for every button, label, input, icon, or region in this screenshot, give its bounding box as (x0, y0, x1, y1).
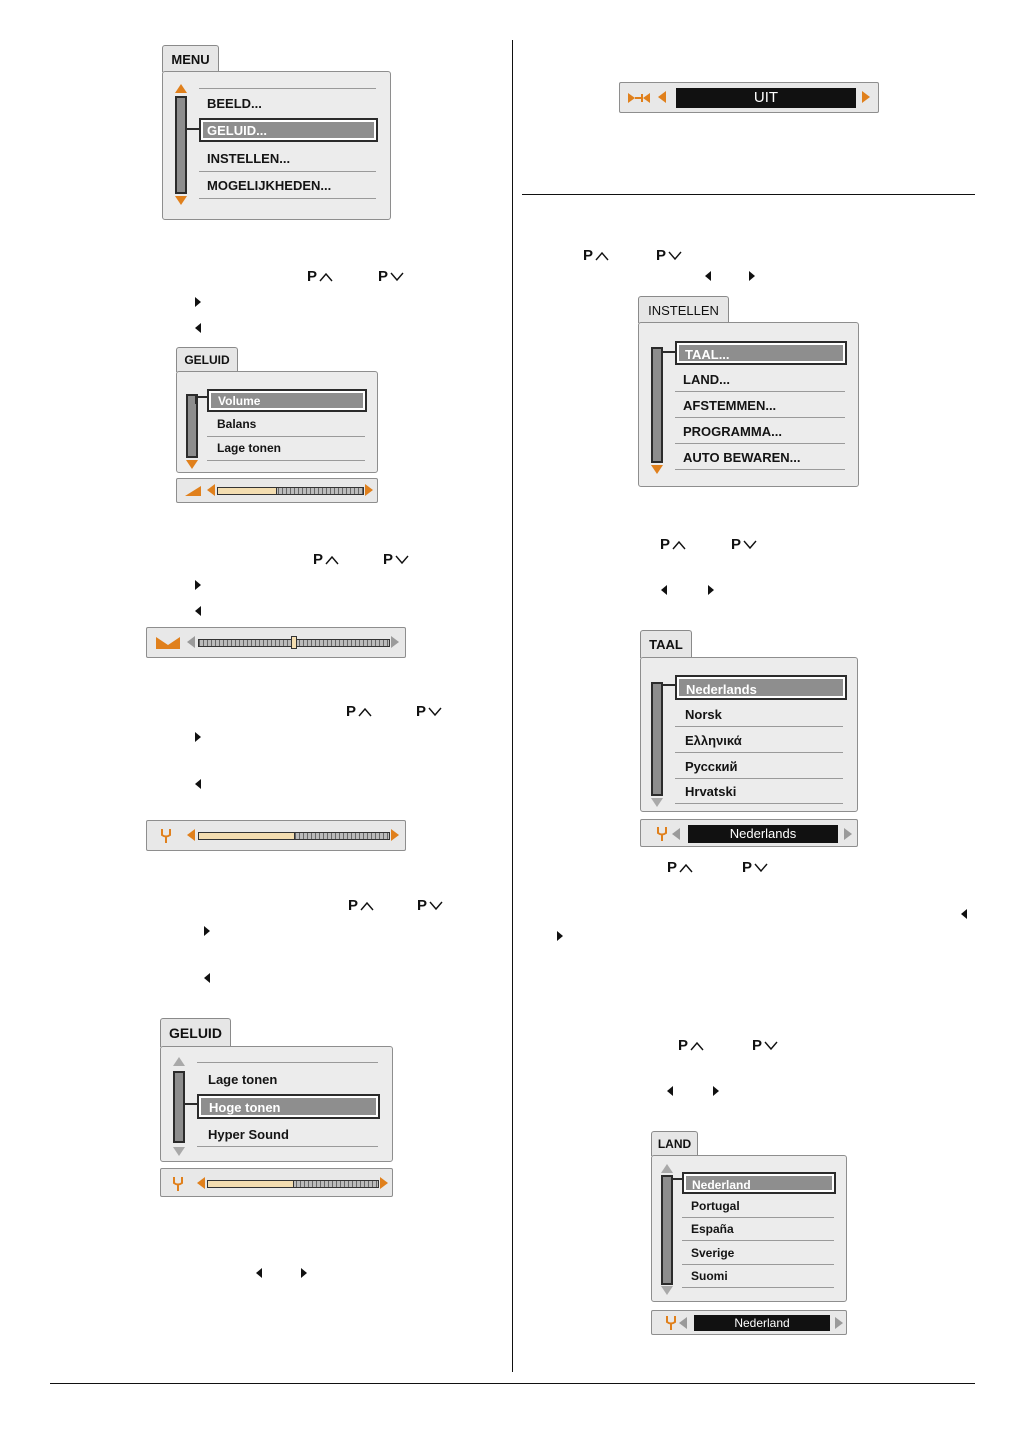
section-rule (522, 194, 975, 195)
scroll-up-icon[interactable] (173, 1057, 185, 1066)
scroll-down-icon[interactable] (175, 196, 187, 205)
bass-increase-icon[interactable] (391, 829, 399, 841)
left-arrow-icon (256, 1268, 262, 1278)
hyper-sound-icon (628, 92, 650, 104)
scroll-down-icon[interactable] (651, 798, 663, 807)
scroll-down-icon[interactable] (186, 460, 198, 469)
p-up-key: P (583, 247, 609, 264)
hyper-sound-left-icon[interactable] (658, 91, 666, 103)
menu-tab: MENU (162, 45, 219, 72)
volume-slider[interactable] (217, 487, 364, 495)
p-down-key: P (656, 247, 682, 264)
geluid-menu-panel (176, 371, 378, 473)
left-arrow-icon (705, 271, 711, 281)
instellen-menu-panel (638, 322, 859, 487)
menu-item-nederland-selected[interactable]: Nederland (682, 1172, 836, 1194)
scrollbar[interactable] (651, 347, 663, 463)
p-down-key: P (742, 859, 768, 876)
land-value: Nederland (694, 1315, 830, 1331)
menu-item-russian[interactable]: Русский (685, 759, 738, 774)
balance-icon (156, 637, 180, 649)
treble-decrease-icon[interactable] (197, 1177, 205, 1189)
scroll-up-icon[interactable] (175, 84, 187, 93)
menu-item-lage-tonen[interactable]: Lage tonen (217, 441, 282, 455)
balance-left-icon[interactable] (187, 636, 195, 648)
p-up-key: P (313, 551, 339, 568)
scroll-down-icon[interactable] (173, 1147, 185, 1156)
left-arrow-icon (195, 779, 201, 789)
tuning-fork-icon (657, 827, 667, 841)
menu-item-auto-bewaren[interactable]: AUTO BEWAREN... (683, 450, 801, 465)
volume-increase-icon[interactable] (365, 484, 373, 496)
land-menu-panel (651, 1155, 847, 1302)
balance-knob[interactable] (291, 636, 297, 649)
menu-item-sverige[interactable]: Sverige (691, 1246, 735, 1260)
menu-item-hoge-tonen-selected[interactable]: Hoge tonen (197, 1094, 380, 1119)
right-arrow-icon (195, 732, 201, 742)
left-arrow-icon (961, 909, 967, 919)
menu-item-land[interactable]: LAND... (683, 372, 730, 387)
left-arrow-icon (195, 606, 201, 616)
tuning-fork-icon (173, 1177, 183, 1191)
bass-bar (146, 820, 406, 851)
p-up-key: P (348, 897, 374, 914)
scroll-down-icon[interactable] (651, 465, 663, 474)
right-arrow-icon (749, 271, 755, 281)
geluid-tab: GELUID (176, 347, 238, 372)
tuning-fork-icon (161, 829, 171, 843)
menu-item-espana[interactable]: España (691, 1222, 734, 1236)
right-arrow-icon (204, 926, 210, 936)
menu-item-mogelijkheden[interactable]: MOGELIJKHEDEN... (207, 178, 332, 193)
scrollbar[interactable] (175, 96, 187, 194)
instellen-tab: INSTELLEN (638, 296, 729, 323)
p-down-key: P (416, 703, 442, 720)
p-down-key: P (383, 551, 409, 568)
scrollbar[interactable] (661, 1175, 673, 1285)
menu-item-hyper-sound[interactable]: Hyper Sound (208, 1127, 289, 1142)
tuning-fork-icon (666, 1316, 676, 1330)
menu-item-hrvatski[interactable]: Hrvatski (685, 784, 737, 799)
menu-item-geluid-selected[interactable]: GELUID... (199, 118, 378, 142)
p-down-key: P (378, 268, 404, 285)
menu-item-portugal[interactable]: Portugal (691, 1199, 740, 1213)
footer-rule (50, 1383, 975, 1384)
right-arrow-icon (557, 931, 563, 941)
bass-decrease-icon[interactable] (187, 829, 195, 841)
right-arrow-icon (195, 580, 201, 590)
hyper-sound-right-icon[interactable] (862, 91, 870, 103)
scroll-down-icon[interactable] (661, 1286, 673, 1295)
menu-item-beeld[interactable]: BEELD... (207, 96, 262, 111)
balance-bar (146, 627, 406, 658)
menu-item-lage-tonen[interactable]: Lage tonen (208, 1072, 278, 1087)
menu-item-instellen[interactable]: INSTELLEN... (207, 151, 291, 166)
right-arrow-icon (195, 297, 201, 307)
menu-item-programma[interactable]: PROGRAMMA... (683, 424, 782, 439)
p-up-key: P (660, 536, 686, 553)
treble-bar (160, 1168, 393, 1197)
treble-slider[interactable] (207, 1180, 379, 1188)
land-tab: LAND (651, 1131, 698, 1156)
left-arrow-icon (195, 323, 201, 333)
taal-value: Nederlands (688, 825, 838, 843)
land-bar (651, 1310, 847, 1335)
menu-item-nederlands-selected[interactable]: Nederlands (675, 675, 847, 700)
p-up-key: P (346, 703, 372, 720)
menu-item-norsk[interactable]: Norsk (685, 707, 722, 722)
p-up-key: P (307, 268, 333, 285)
treble-increase-icon[interactable] (380, 1177, 388, 1189)
p-down-key: P (752, 1037, 778, 1054)
menu-item-taal-selected[interactable]: TAAL... (675, 341, 847, 365)
hyper-sound-value: UIT (676, 88, 856, 108)
taal-bar (640, 819, 858, 847)
left-arrow-icon (661, 585, 667, 595)
p-down-key: P (731, 536, 757, 553)
p-down-key: P (417, 897, 443, 914)
geluid-tab: GELUID (160, 1018, 231, 1047)
p-up-key: P (667, 859, 693, 876)
scrollbar[interactable] (651, 682, 663, 796)
taal-menu-panel (640, 657, 858, 812)
right-arrow-icon (301, 1268, 307, 1278)
menu-item-balans[interactable]: Balans (217, 417, 257, 431)
menu-item-suomi[interactable]: Suomi (691, 1269, 728, 1283)
left-arrow-icon (667, 1086, 673, 1096)
bass-slider[interactable] (198, 832, 390, 840)
menu-item-afstemmen[interactable]: AFSTEMMEN... (683, 398, 777, 413)
land-left-icon[interactable] (679, 1317, 687, 1329)
volume-bar (176, 478, 378, 503)
geluid-menu-panel (160, 1046, 393, 1162)
scroll-up-icon[interactable] (661, 1164, 673, 1173)
land-right-icon[interactable] (835, 1317, 843, 1329)
menu-item-greek[interactable]: Ελληνικά (685, 733, 742, 748)
taal-tab: TAAL (640, 630, 692, 658)
p-up-key: P (678, 1037, 704, 1054)
main-menu-panel (162, 71, 391, 220)
right-arrow-icon (713, 1086, 719, 1096)
balance-right-icon[interactable] (391, 636, 399, 648)
right-arrow-icon (708, 585, 714, 595)
left-arrow-icon (204, 973, 210, 983)
menu-item-volume-selected[interactable]: Volume (207, 389, 367, 412)
hyper-sound-bar (619, 82, 879, 113)
taal-right-icon[interactable] (844, 828, 852, 840)
taal-left-icon[interactable] (672, 828, 680, 840)
volume-decrease-icon[interactable] (207, 484, 215, 496)
column-divider (512, 40, 513, 1372)
volume-icon (185, 486, 201, 496)
